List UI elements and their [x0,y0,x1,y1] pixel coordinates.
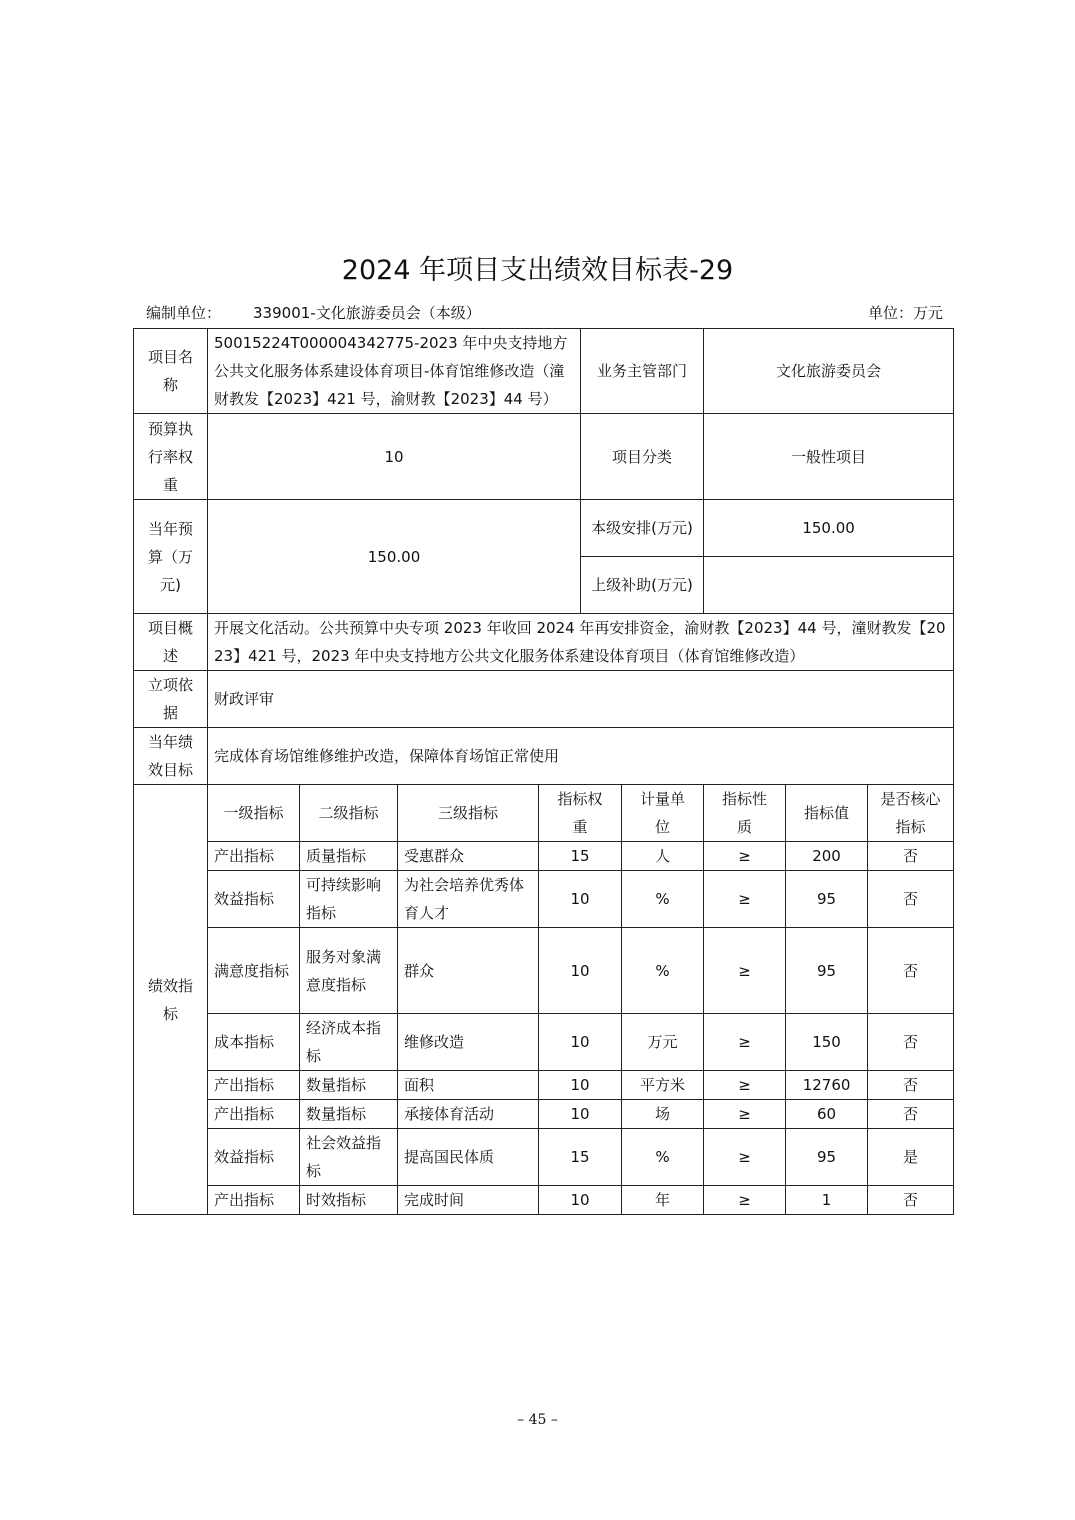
header-level1: 一级指标 [208,785,300,842]
indicator-row [134,1071,954,1100]
indicator-value: 95 [786,1129,868,1186]
indicator-weight: 15 [539,1129,622,1186]
indicator-level2: 可持续影响指标 [300,871,398,928]
value-category: 一般性项目 [704,414,954,500]
indicator-level3: 群众 [398,928,539,1014]
indicator-weight: 10 [539,1014,622,1071]
indicator-core: 否 [868,842,954,871]
value-upper [704,557,954,614]
header-unit: 计量单位 [622,785,704,842]
indicator-nature: ≥ [704,1014,786,1071]
indicator-value: 150 [786,1014,868,1071]
indicator-unit: % [622,928,704,1014]
indicator-core: 否 [868,928,954,1014]
indicator-row [134,1014,954,1071]
indicator-nature: ≥ [704,928,786,1014]
indicator-core: 是 [868,1129,954,1186]
indicator-nature: ≥ [704,1129,786,1186]
indicator-level3: 完成时间 [398,1186,539,1215]
meta-row [146,302,943,324]
indicator-core: 否 [868,1014,954,1071]
row-goal [134,728,954,785]
indicator-nature: ≥ [704,842,786,871]
indicator-level3: 维修改造 [398,1014,539,1071]
indicator-value: 95 [786,871,868,928]
value-local: 150.00 [704,500,954,557]
row-project-name [134,329,954,414]
label-exec-weight: 预算执行率权重 [134,414,208,500]
header-level2: 二级指标 [300,785,398,842]
indicator-row [134,842,954,871]
label-indicators: 绩效指标 [134,785,208,1215]
indicator-unit: 平方米 [622,1071,704,1100]
value-exec-weight: 10 [208,414,581,500]
indicator-row [134,928,954,1014]
page-number: – 45 – [517,1412,558,1428]
indicator-level1: 产出指标 [208,1186,300,1215]
indicator-level1: 满意度指标 [208,928,300,1014]
indicator-unit: 万元 [622,1014,704,1071]
value-goal: 完成体育场馆维修维护改造，保障体育场馆正常使用 [208,728,954,785]
document-title: 2024 年项目支出绩效目标表-29 [341,255,734,286]
indicator-row [134,1129,954,1186]
indicator-level2: 数量指标 [300,1100,398,1129]
label-local: 本级安排(万元) [581,500,704,557]
indicator-weight: 10 [539,1071,622,1100]
indicator-level1: 产出指标 [208,1100,300,1129]
indicator-nature: ≥ [704,1100,786,1129]
indicator-unit: 人 [622,842,704,871]
indicator-weight: 10 [539,1100,622,1129]
currency-unit: 单位：万元 [867,304,943,322]
value-basis: 财政评审 [208,671,954,728]
indicator-level2: 时效指标 [300,1186,398,1215]
value-overview: 开展文化活动。公共预算中央专项 2023 年收回 2024 年再安排资金，渝财教【2023】44 号，潼财教发【2023】421 号，2023 年中央支持地方公共文化服务体系建设体育项目（体育馆维修改造） [208,614,954,671]
indicator-level1: 成本指标 [208,1014,300,1071]
indicator-unit: 场 [622,1100,704,1129]
indicator-weight: 10 [539,1186,622,1215]
label-basis: 立项依据 [134,671,208,728]
header-core: 是否核心指标 [868,785,954,842]
label-budget: 当年预算（万元) [134,500,208,614]
indicator-level2: 经济成本指标 [300,1014,398,1071]
label-goal: 当年绩效目标 [134,728,208,785]
indicator-unit: % [622,1129,704,1186]
value-project-name: 50015224T000004342775-2023 年中央支持地方公共文化服务体系建设体育项目-体育馆维修改造（潼财教发【2023】421 号，渝财教【2023】44 号） [208,329,581,414]
indicator-weight: 10 [539,928,622,1014]
indicator-weight: 10 [539,871,622,928]
indicator-row [134,1100,954,1129]
indicator-nature: ≥ [704,1071,786,1100]
label-project-name: 项目名称 [134,329,208,414]
label-category: 项目分类 [581,414,704,500]
header-nature: 指标性质 [704,785,786,842]
header-weight: 指标权重 [539,785,622,842]
row-exec-weight [134,414,954,500]
label-overview: 项目概述 [134,614,208,671]
label-upper: 上级补助(万元) [581,557,704,614]
compiling-unit-label: 编制单位： [146,304,222,322]
indicator-level2: 数量指标 [300,1071,398,1100]
indicator-level3: 面积 [398,1071,539,1100]
indicator-level2: 社会效益指标 [300,1129,398,1186]
compiling-unit-value: 339001-文化旅游委员会（本级） [253,304,481,322]
indicator-row [134,871,954,928]
indicator-value: 200 [786,842,868,871]
indicator-level1: 效益指标 [208,1129,300,1186]
row-basis [134,671,954,728]
indicator-unit: 年 [622,1186,704,1215]
indicator-nature: ≥ [704,1186,786,1215]
header-level3: 三级指标 [398,785,539,842]
indicator-weight: 15 [539,842,622,871]
indicator-unit: % [622,871,704,928]
indicator-header-row [134,785,954,842]
indicator-value: 1 [786,1186,868,1215]
label-dept: 业务主管部门 [581,329,704,414]
indicator-level3: 受惠群众 [398,842,539,871]
indicator-level3: 为社会培养优秀体育人才 [398,871,539,928]
indicator-level2: 服务对象满意度指标 [300,928,398,1014]
compiling-unit [146,302,481,324]
indicator-value: 12760 [786,1071,868,1100]
indicator-core: 否 [868,871,954,928]
row-budget-local [134,500,954,557]
indicator-level2: 质量指标 [300,842,398,871]
performance-target-table [133,328,954,1215]
row-overview [134,614,954,671]
indicator-nature: ≥ [704,871,786,928]
indicator-value: 60 [786,1100,868,1129]
indicator-level1: 产出指标 [208,842,300,871]
value-budget: 150.00 [208,500,581,614]
indicator-level3: 承接体育活动 [398,1100,539,1129]
indicator-core: 否 [868,1186,954,1215]
indicator-level1: 效益指标 [208,871,300,928]
indicator-core: 否 [868,1071,954,1100]
indicator-row [134,1186,954,1215]
indicator-level3: 提高国民体质 [398,1129,539,1186]
value-dept: 文化旅游委员会 [704,329,954,414]
header-value: 指标值 [786,785,868,842]
indicator-value: 95 [786,928,868,1014]
indicator-level1: 产出指标 [208,1071,300,1100]
indicator-core: 否 [868,1100,954,1129]
